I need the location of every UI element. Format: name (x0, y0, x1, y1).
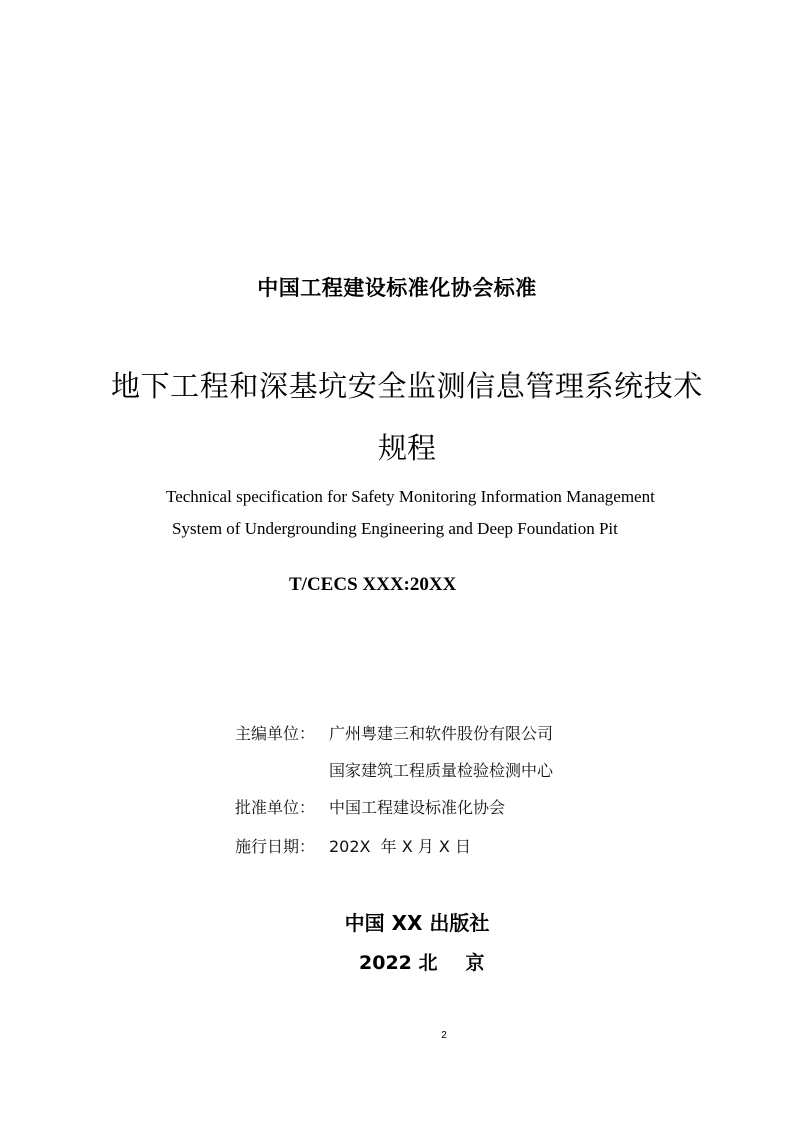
chief-editor-row (235, 721, 553, 744)
publication-year-city (359, 948, 485, 975)
publication-city-2: 京 (465, 952, 485, 974)
effective-date-row (235, 834, 471, 857)
chief-editor-unit-1: 广州粤建三和软件股份有限公司 (329, 724, 554, 743)
association-standard-heading: 中国工程建设标准化协会标准 (257, 276, 537, 300)
publisher-name: 中国 XX 出版社 (344, 911, 490, 935)
chief-editor-label: 主编单位： (235, 724, 316, 743)
effective-date-label: 施行日期： (235, 837, 316, 856)
page-number: 2 (441, 1030, 447, 1041)
english-title-line-1: Technical specification for Safety Monitoring Information Management (166, 487, 655, 506)
approval-row (235, 795, 505, 818)
effective-date-value: 202X 年 X 月 X 日 (329, 837, 471, 856)
publication-year: 2022 (359, 952, 412, 974)
publication-city-1: 北 (418, 952, 438, 974)
document-title-line-1: 地下工程和深基坑安全监测信息管理系统技术 (110, 369, 703, 403)
chief-editor-unit-2: 国家建筑工程质量检验检测中心 (329, 761, 554, 780)
english-title-line-2: System of Undergrounding Engineering and Deep Foundation Pit (172, 519, 618, 538)
approval-unit: 中国工程建设标准化协会 (329, 798, 506, 817)
standard-code: T/CECS XXX:20XX (289, 574, 457, 595)
chief-editor-row-2 (329, 758, 553, 781)
approval-label: 批准单位： (235, 798, 316, 817)
document-title-line-2: 规程 (377, 431, 436, 465)
